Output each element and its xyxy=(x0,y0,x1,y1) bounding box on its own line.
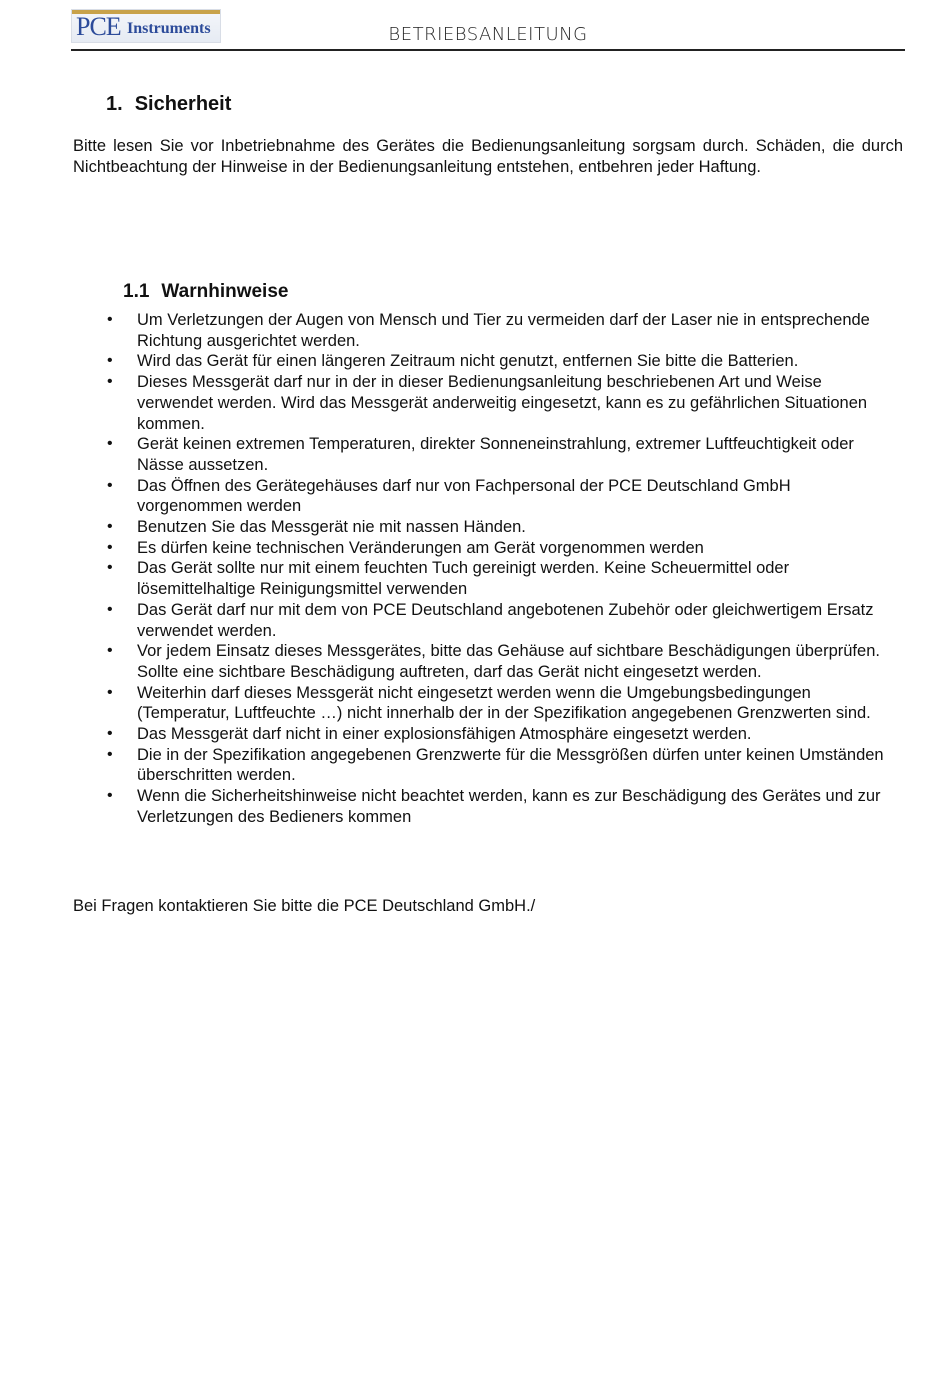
list-item: • Um Verletzungen der Augen von Mensch und Tier zu vermeiden darf der Laser nie in entsprechende Richtung ausgerichtet werden. xyxy=(137,310,897,351)
list-item: • Wenn die Sicherheitshinweise nicht beachtet werden, kann es zur Beschädigung des Gerätes und zur Verletzungen des Bedieners kommen xyxy=(137,786,897,827)
section-number: 1. xyxy=(106,93,123,115)
list-item: • Das Öffnen des Gerätegehäuses darf nur von Fachpersonal der PCE Deutschland GmbH vorgenommen werden xyxy=(137,476,897,517)
list-item: • Die in der Spezifikation angegebenen Grenzwerte für die Messgrößen dürfen unter keinen Umständen überschritten werden. xyxy=(137,745,897,786)
section-title: Sicherheit xyxy=(134,93,232,115)
intro-paragraph: Bitte lesen Sie vor Inbetriebnahme des Gerätes die Bedienungsanleitung sorgsam durch. Schäden, die durch Nichtbeachtung der Hinweise in der Bedienungsanleitung entstehen, entbehren jeder Haftung. xyxy=(73,137,903,176)
list-item: • Weiterhin darf dieses Messgerät nicht eingesetzt werden wenn die Umgebungsbedingungen (Temperatur, Luftfeuchte …) nicht innerhalb der in der Spezifikation angegebenen Grenzwerten sind. xyxy=(137,683,897,724)
list-item: • Das Gerät darf nur mit dem von PCE Deutschland angebotenen Zubehör oder gleichwertigem Ersatz verwendet werden. xyxy=(137,600,897,641)
list-item: • Wird das Gerät für einen längeren Zeitraum nicht genutzt, entfernen Sie bitte die Batterien. xyxy=(137,351,897,372)
list-item: • Es dürfen keine technischen Veränderungen am Gerät vorgenommen werden xyxy=(137,538,897,559)
list-item: • Vor jedem Einsatz dieses Messgerätes, bitte das Gehäuse auf sichtbare Beschädigungen überprüfen. Sollte eine sichtbare Beschädigung auftreten, darf das Gerät nicht eingesetzt werden. xyxy=(137,641,897,682)
closing-paragraph: Bei Fragen kontaktieren Sie bitte die PCE Deutschland GmbH./ xyxy=(73,897,536,915)
list-item: • Dieses Messgerät darf nur in der in dieser Bedienungsanleitung beschriebenen Art und Weise verwendet werden. Wird das Messgerät anderweitig eingesetzt, kann es zu gefährlichen Situationen kommen. xyxy=(137,372,897,434)
logo-instruments-text: Instruments xyxy=(127,20,211,37)
header-divider xyxy=(71,49,905,51)
page-header xyxy=(71,9,905,51)
subsection-number: 1.1 xyxy=(123,281,150,302)
warning-list xyxy=(137,310,897,828)
section-heading-sicherheit xyxy=(106,92,231,116)
list-item: • Benutzen Sie das Messgerät nie mit nassen Händen. xyxy=(137,517,897,538)
subsection-title: Warnhinweise xyxy=(161,281,289,302)
list-item: • Gerät keinen extremen Temperaturen, direkter Sonneneinstrahlung, extremer Luftfeuchtigkeit oder Nässe aussetzen. xyxy=(137,434,897,475)
list-item: • Das Gerät sollte nur mit einem feuchten Tuch gereinigt werden. Keine Scheuermittel oder lösemittelhaltige Reinigungsmittel verwenden xyxy=(137,558,897,599)
logo-pce-text: PCE xyxy=(76,12,121,41)
list-item: • Das Messgerät darf nicht in einer explosionsfähigen Atmosphäre eingesetzt werden. xyxy=(137,724,897,745)
subsection-heading-warnhinweise xyxy=(123,281,288,303)
document-title: BETRIEBSANLEITUNG xyxy=(388,24,588,45)
